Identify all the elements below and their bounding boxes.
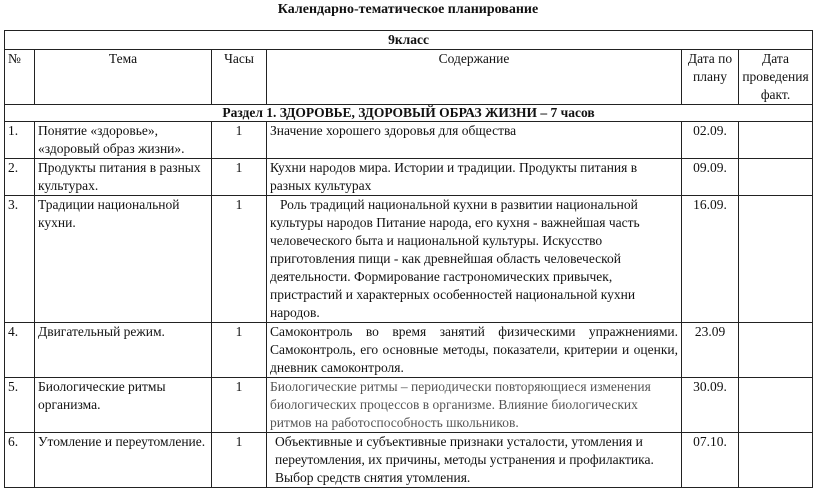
row-num: 1.	[5, 122, 35, 159]
row-num: 2.	[5, 159, 35, 196]
section-title: Раздел 1. ЗДОРОВЬЕ, ЗДОРОВЫЙ ОБРАЗ ЖИЗНИ – 7 часов	[5, 105, 813, 122]
section-row	[5, 105, 813, 122]
row-content: Объективные и субъективные признаки усталости, утомления и переутомления, их причины, методы устранения и профилактика. Выбор средств снятия утомления.	[267, 433, 682, 488]
grade-label: 9класс	[5, 31, 813, 50]
table-row	[5, 378, 813, 433]
row-hours: 1	[212, 159, 267, 196]
row-hours: 1	[212, 378, 267, 433]
row-date-fact	[739, 122, 813, 159]
row-num: 6.	[5, 433, 35, 488]
row-date-fact	[739, 378, 813, 433]
row-hours: 1	[212, 433, 267, 488]
row-topic: Понятие «здоровье», «здоровый образ жизни».	[35, 122, 212, 159]
row-date-plan: 02.09.	[682, 122, 739, 159]
header-content: Содержание	[267, 50, 682, 105]
table-row	[5, 196, 813, 323]
row-date-plan: 09.09.	[682, 159, 739, 196]
page-title: Календарно-тематическое планирование	[277, 2, 539, 17]
row-content: Биологические ритмы – периодически повторяющиеся изменения биологических процессов в организме. Влияние биологических ритмов на работоспособность школьников.	[267, 378, 682, 433]
plan-table	[4, 30, 813, 488]
table-row	[5, 159, 813, 196]
row-topic: Биологические ритмы организма.	[35, 378, 212, 433]
row-num: 3.	[5, 196, 35, 323]
row-topic: Двигательный режим.	[35, 323, 212, 378]
row-num: 4.	[5, 323, 35, 378]
header-date-fact: Дата проведения факт.	[739, 50, 813, 105]
row-date-fact	[739, 159, 813, 196]
header-num: №	[5, 50, 35, 105]
table-row	[5, 323, 813, 378]
row-content: Кухни народов мира. Истории и традиции. Продукты питания в разных культурах	[267, 159, 682, 196]
row-hours: 1	[212, 196, 267, 323]
table-row	[5, 433, 813, 488]
row-date-plan: 30.09.	[682, 378, 739, 433]
row-content: Самоконтроль во время занятий физическими упражнениями. Самоконтроль, его основные методы, показатели, критерии и оценки, дневник самоконтроля.	[267, 323, 682, 378]
row-content: Значение хорошего здоровья для общества	[267, 122, 682, 159]
row-num: 5.	[5, 378, 35, 433]
row-topic: Продукты питания в разных культурах.	[35, 159, 212, 196]
row-date-plan: 16.09.	[682, 196, 739, 323]
row-hours: 1	[212, 122, 267, 159]
row-topic: Утомление и переутомление.	[35, 433, 212, 488]
table-row	[5, 122, 813, 159]
row-date-plan: 07.10.	[682, 433, 739, 488]
row-date-fact	[739, 433, 813, 488]
row-date-fact	[739, 323, 813, 378]
row-topic: Традиции национальной кухни.	[35, 196, 212, 323]
row-content: Роль традиций национальной кухни в развитии национальной культуры народов Питание народа, его кухня - важнейшая часть человеческого быта и национальной культуры. Искусство приготовления пищи - как древнейшая область человеческой деятельности. Формирование гастрономических привычек, пристрастий и характерных особенностей национальной кухни народов.	[267, 196, 682, 323]
header-hours: Часы	[212, 50, 267, 105]
header-row	[5, 50, 813, 105]
row-hours: 1	[212, 323, 267, 378]
header-topic: Тема	[35, 50, 212, 105]
row-date-fact	[739, 196, 813, 323]
row-date-plan: 23.09	[682, 323, 739, 378]
header-date-plan: Дата по плану	[682, 50, 739, 105]
grade-row	[5, 31, 813, 50]
